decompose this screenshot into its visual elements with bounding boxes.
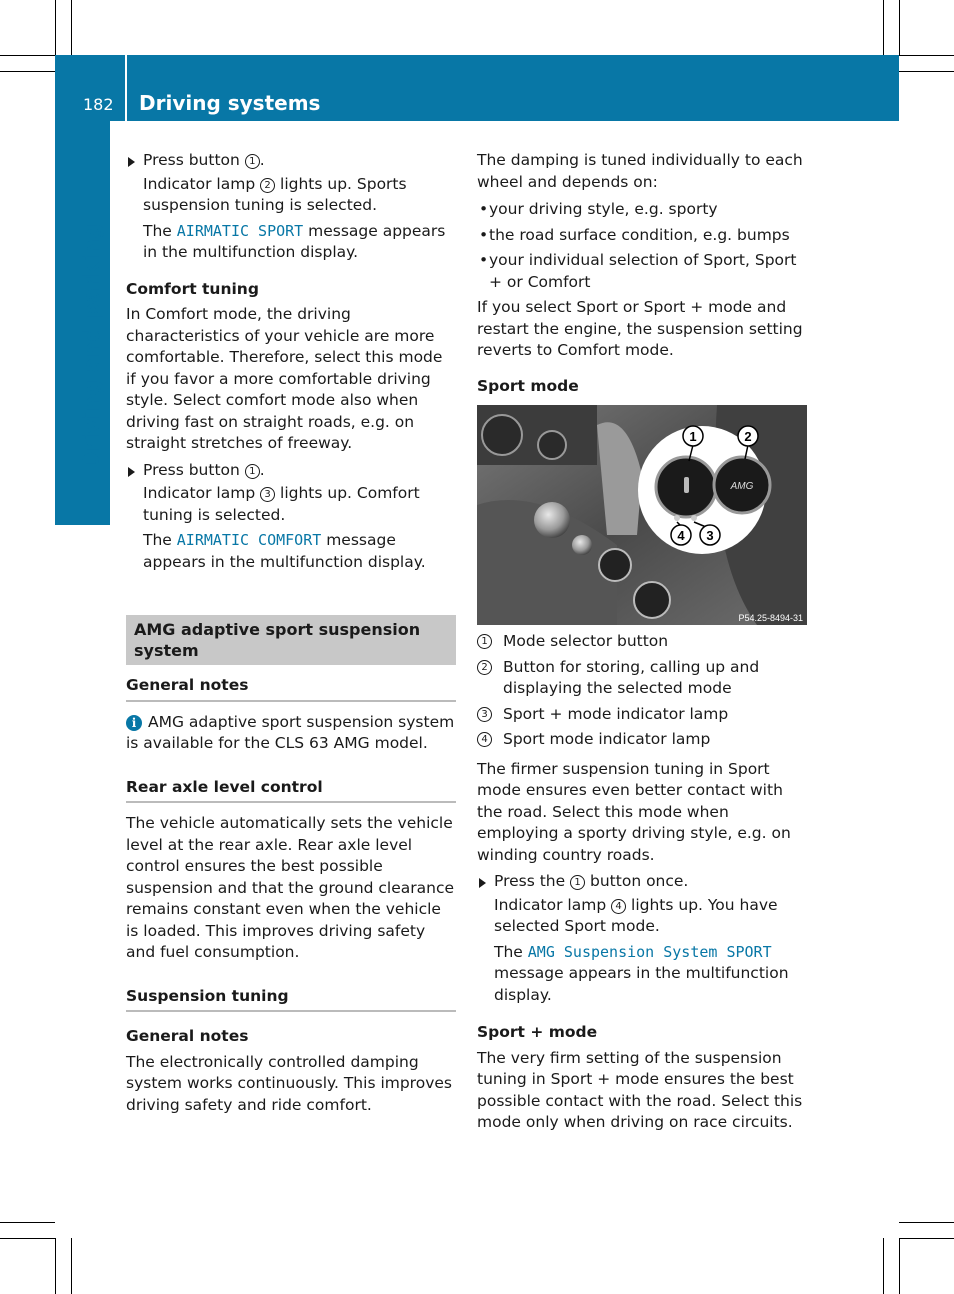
photo-callout: 3: [706, 528, 714, 543]
step-arrow-icon: [128, 157, 135, 167]
firmer-tuning-text: The firmer suspension tuning in Sport mode ensures even better contact with the road. Select this mode when employing a sporty driving style, e.g. on winding country roads.: [477, 759, 791, 864]
step-result: Indicator lamp 2 lights up. Sports suspension tuning is selected.: [143, 174, 407, 214]
callout-number: 1: [477, 634, 492, 649]
callout-number: 2: [260, 178, 275, 193]
general-notes-text: The electronically controlled damping system works continuously. This improves driving safety and ride comfort.: [126, 1052, 452, 1114]
general-notes-heading: General notes: [126, 675, 456, 702]
legend-item: 4 Sport mode indicator lamp: [477, 729, 807, 751]
instruction-step: Press button 1 .: [126, 460, 456, 482]
crop-mark: [55, 1238, 56, 1294]
callout-number: 1: [245, 154, 260, 169]
chapter-label-text: Driving and parking: [80, 223, 105, 470]
callout-number: 3: [477, 707, 492, 722]
legend-item: 3 Sport + mode indicator lamp: [477, 704, 807, 726]
photo-callout: 2: [744, 429, 752, 444]
crop-mark: [883, 1238, 884, 1294]
legend-item: 2 Button for storing, calling up and displaying the selected mode: [477, 657, 807, 700]
sport-plus-text: The very firm setting of the suspension tuning in Sport + mode ensures the best possible contact with the road. Select this mode only when driving on race circuits.: [477, 1048, 803, 1131]
sport-mode-photo: [477, 405, 807, 625]
list-item: • the road surface condition, e.g. bumps: [477, 225, 807, 247]
section-title: Driving systems: [139, 91, 321, 115]
general-notes-subheading: General notes: [126, 1027, 249, 1045]
callout-number: 1: [570, 875, 585, 890]
right-column: [477, 150, 807, 1134]
callout-number: 1: [245, 464, 260, 479]
info-icon: i: [126, 715, 142, 731]
crop-mark: [899, 1238, 900, 1294]
photo-callout: 4: [677, 528, 685, 543]
crop-mark: [0, 55, 55, 56]
chapter-label: [80, 223, 105, 490]
crop-mark: [71, 0, 72, 55]
sport-mode-heading: Sport mode: [477, 376, 579, 395]
step-result: Indicator lamp 3 lights up. Comfort tuning is selected.: [143, 484, 420, 524]
callout-number: 2: [477, 660, 492, 675]
amg-button-label: AMG: [730, 481, 754, 492]
display-code: AIRMATIC COMFORT: [176, 531, 322, 549]
step-arrow-icon: [479, 878, 486, 888]
crop-mark: [899, 55, 954, 56]
legend-item: 1 Mode selector button: [477, 631, 807, 653]
header-divider: [125, 55, 127, 121]
callout-number: 4: [477, 732, 492, 747]
display-message: The AIRMATIC COMFORT message appears in the multifunction display.: [143, 531, 426, 571]
list-item: • your individual selection of Sport, Sport + or Comfort: [477, 250, 807, 293]
instruction-step: Press button 1 .: [126, 150, 456, 172]
comfort-tuning-heading: Comfort tuning: [126, 279, 259, 298]
display-code: AIRMATIC SPORT: [176, 221, 304, 240]
crop-mark: [899, 71, 954, 72]
comfort-tuning-text: In Comfort mode, the driving characteristics of your vehicle are more comfortable. Therefore, select this mode if you favor a more comfortable driving style. Select comfort mode also when driving fast on straight roads, e.g. on straight stretches of freeway.: [126, 305, 443, 452]
damping-intro: The damping is tuned individually to each wheel and depends on:: [477, 151, 803, 191]
restart-text: If you select Sport or Sport + mode and restart the engine, the suspension setting reverts to Comfort mode.: [477, 298, 803, 359]
step-result: Indicator lamp 4 lights up. You have selected Sport mode.: [494, 895, 778, 935]
sport-plus-heading: Sport + mode: [477, 1023, 598, 1041]
crop-mark: [0, 1222, 55, 1223]
photo-legend: [477, 631, 807, 751]
amg-section-box: AMG adaptive sport suspension system: [126, 615, 456, 665]
left-column: [126, 150, 456, 1116]
display-message: The AMG Suspension System SPORT message appears in the multifunction display.: [494, 942, 789, 1004]
callout-number: 4: [611, 899, 626, 914]
damping-list: [477, 199, 807, 293]
crop-mark: [899, 1222, 954, 1223]
page-number: 182: [83, 95, 114, 114]
crop-mark: [899, 1238, 954, 1239]
crop-mark: [0, 1238, 55, 1239]
info-note: i AMG adaptive sport suspension system is available for the CLS 63 AMG model.: [126, 712, 455, 752]
display-code: AMG Suspension System SPORT: [527, 942, 772, 961]
rear-axle-text: The vehicle automatically sets the vehicle level at the rear axle. Rear axle level control ensures the best possible suspension and that the ground clearance remains constant even when the vehicle is loaded. This improves driving safety and fuel consumption.: [126, 814, 455, 961]
photo-callout: 1: [689, 429, 697, 444]
rear-axle-heading: Rear axle level control: [126, 777, 456, 804]
crop-mark: [883, 0, 884, 55]
crop-mark: [0, 71, 55, 72]
console-illustration: [477, 405, 807, 625]
crop-mark: [55, 0, 56, 55]
suspension-tuning-heading: Suspension tuning: [126, 986, 456, 1013]
instruction-step: Press the 1 button once.: [477, 871, 807, 893]
list-item: • your driving style, e.g. sporty: [477, 199, 807, 221]
crop-mark: [71, 1238, 72, 1294]
page-header: [55, 55, 899, 121]
display-message: The AIRMATIC SPORT message appears in the multifunction display.: [143, 221, 446, 261]
crop-mark: [899, 0, 900, 55]
photo-code: P54.25-8494-31: [738, 613, 803, 623]
callout-number: 3: [260, 487, 275, 502]
step-arrow-icon: [128, 467, 135, 477]
